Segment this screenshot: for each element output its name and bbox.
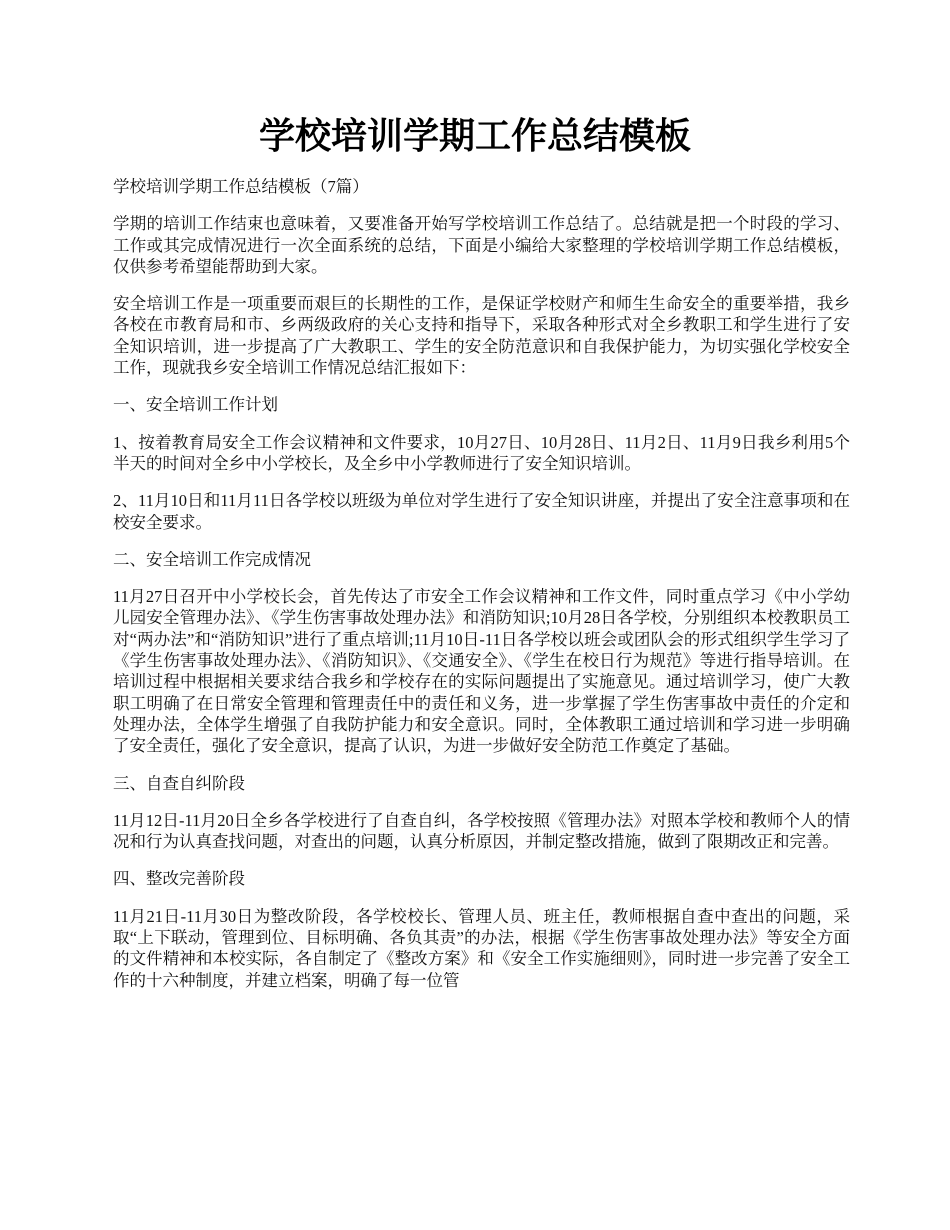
body-paragraph: 2、11月10日和11月11日各学校以班级为单位对学生进行了安全知识讲座，并提出了安全注意事项和在校安全要求。 — [113, 491, 850, 532]
body-paragraph: 1、按着教育局安全工作会议精神和文件要求，10月27日、10月28日、11月2日、11月9日我乡利用5个半天的时间对全乡中小学校长，及全乡中小学教师进行了安全知识培训。 — [113, 432, 850, 473]
body-paragraph: 11月21日-11月30日为整改阶段，各学校校长、管理人员、班主任，教师根据自查中查出的问题，采取“上下联动，管理到位、目标明确、各负其责”的办法，根据《学生伤害事故处理办法》等安全方面的文件精神和本校实际，各自制定了《整改方案》和《安全工作实施细则》，同时进一步完善了安全工作的十六种制度，并建立档案，明确了每一位管 — [113, 906, 850, 990]
subtitle-paragraph: 学校培训学期工作总结模板（7篇） — [113, 177, 369, 196]
body-paragraph: 11月12日-11月20日全乡各学校进行了自查自纠，各学校按照《管理办法》对照本学校和教师个人的情况和行为认真查找问题，对查出的问题，认真分析原因，并制定整改措施，做到了限期改正和完善。 — [113, 810, 850, 852]
section-heading: 二、安全培训工作完成情况 — [113, 549, 311, 569]
document-title: 学校培训学期工作总结模板 — [258, 115, 691, 157]
body-paragraph: 11月27日召开中小学校长会，首先传达了市安全工作会议精神和工作文件，同时重点学习《中小学幼儿园安全管理办法》、《学生伤害事故处理办法》和消防知识;10月28日各学校，分别组织本校教职员工对“两办法”和“消防知识”进行了重点培训;11月10日-11日各学校以班会或团队会的形式组织学生学习了《学生伤害事故处理办法》、《消防知识》、《交通安全》、《学生在校日行为规范》等进行指导培训。在培训过程中根据相关要求结合我乡和学校存在的实际问题提出了实施意见。通过培训学习，使广大教职工明确了在日常安全管理和管理责任中的责任和义务，进一步掌握了学生伤害事故中责任的介定和处理办法，全体学生增强了自我防护能力和安全意识。同时，全体教职工通过培训和学习进一步明确了安全责任，强化了安全意识，提高了认识，为进一步做好安全防范工作奠定了基础。 — [113, 587, 850, 756]
intro-paragraph: 学期的培训工作结束也意味着，又要准备开始写学校培训工作总结了。总结就是把一个时段的学习、工作或其完成情况进行一次全面系统的总结，下面是小编给大家整理的学校培训学期工作总结模板，仅供参考希望能帮助到大家。 — [113, 214, 850, 276]
section-heading: 一、安全培训工作计划 — [113, 395, 278, 415]
body-paragraph: 安全培训工作是一项重要而艰巨的长期性的工作，是保证学校财产和师生生命安全的重要举措，我乡各校在市教育局和市、乡两级政府的关心支持和指导下，采取各种形式对全乡教职工和学生进行了安全知识培训，进一步提高了广大教职工、学生的安全防范意识和自我保护能力，为切实强化学校安全工作，现就我乡安全培训工作情况总结汇报如下： — [113, 294, 850, 378]
document-body — [113, 176, 850, 1007]
section-heading: 三、自查自纠阶段 — [113, 773, 245, 793]
section-heading: 四、整改完善阶段 — [113, 869, 245, 889]
